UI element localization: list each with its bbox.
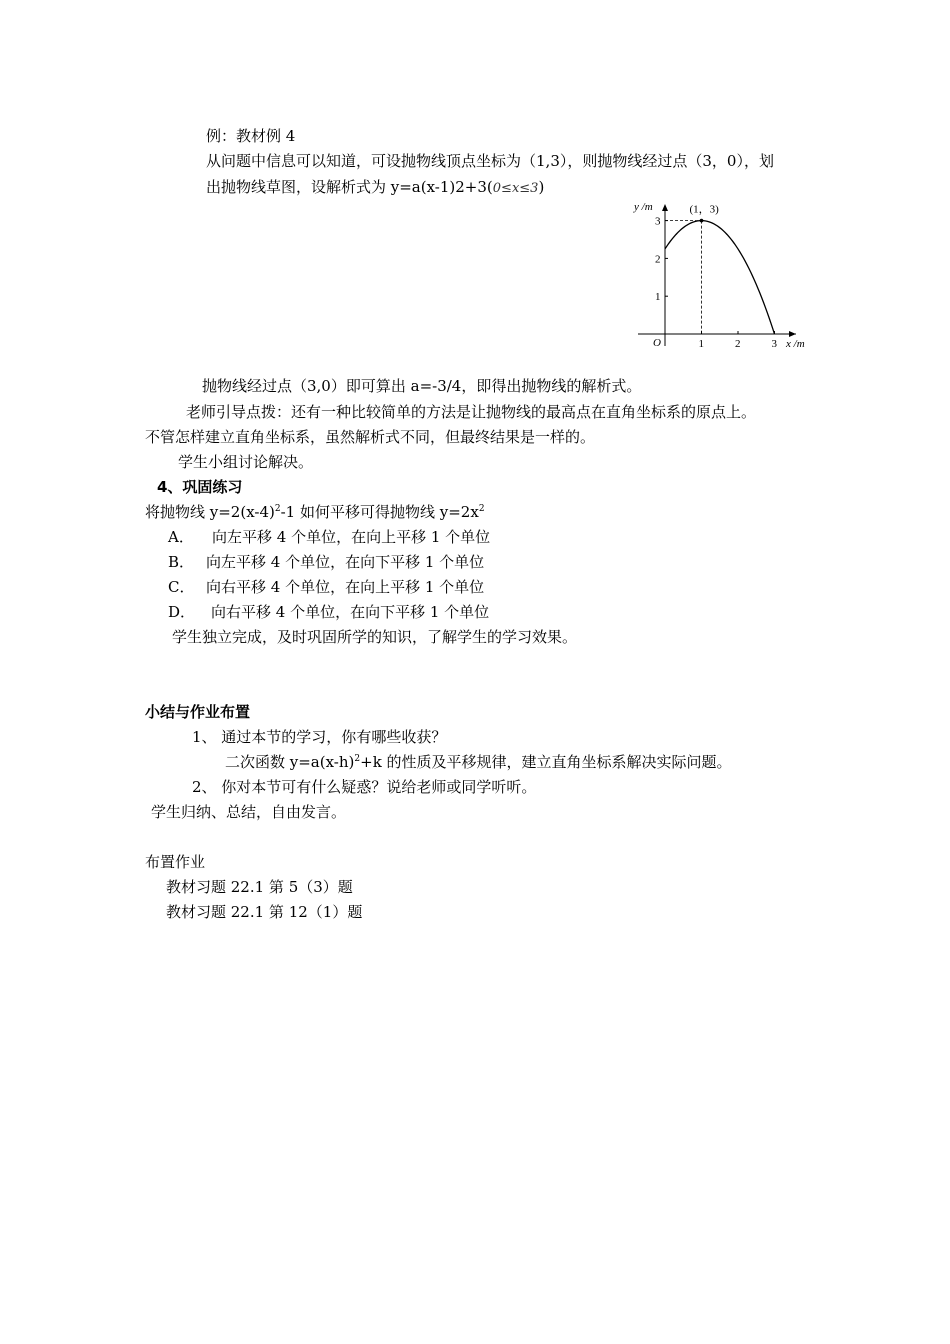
homework-item: 教材习题 22.1 第 5（3）题: [166, 878, 353, 896]
option-text: 向左平移 4 个单位，在向下平移 1 个单位: [206, 553, 485, 571]
superscript: 2: [354, 754, 361, 764]
solution-text: 抛物线经过点（3,0）即可算出 a=-3/4，即得出抛物线的解析式。: [202, 377, 642, 395]
y-axis-label: y /m: [634, 201, 653, 213]
practice-heading: 4、巩固练习: [157, 478, 243, 496]
option-letter: B．: [168, 553, 195, 571]
practice-question-part-2: -1 如何平移可得抛物线 y=2x: [280, 503, 479, 521]
parabola-graph: [628, 198, 813, 356]
option-text: 向右平移 4 个单位，在向下平移 1 个单位: [211, 603, 490, 621]
option-letter: D．: [168, 603, 196, 621]
example-line-2: [206, 177, 544, 199]
parabola-curve: [665, 221, 775, 334]
summary-answer-1-part-2: +k 的性质及平移规律，建立直角坐标系解决实际问题。: [360, 753, 732, 771]
x-tick-label: 1: [698, 338, 704, 350]
superscript: 2: [478, 504, 485, 514]
x-axis-label: x /m: [786, 338, 805, 350]
superscript: 2: [274, 504, 281, 514]
teacher-guide-line-2: 不管怎样建立直角坐标系，虽然解析式不同，但最终结果是一样的。: [145, 428, 596, 446]
homework-item: 教材习题 22.1 第 12（1）题: [166, 903, 363, 921]
example-line-1: 从问题中信息可以知道，可设抛物线顶点坐标为（1,3），则抛物线经过点（3，0），划: [206, 152, 774, 170]
graph-ticks: [655, 216, 778, 350]
summary-note: 学生归纳、总结，自由发言。: [151, 803, 347, 821]
practice-question-part-1: 将抛物线 y=2(x-4): [145, 503, 275, 521]
example-line-2-close: ): [538, 178, 545, 196]
vertex-guide-lines: [665, 221, 702, 334]
x-tick-label: 2: [735, 338, 741, 350]
option-d: [168, 602, 489, 622]
teacher-guide-line-1: 老师引导点拨：还有一种比较简单的方法是让抛物线的最高点在直角坐标系的原点上。: [186, 403, 757, 421]
example-title: 例：教材例 4: [206, 127, 296, 145]
option-text: 向右平移 4 个单位，在向上平移 1 个单位: [206, 578, 485, 596]
y-axis-arrow: [662, 204, 668, 211]
summary-answer-1-part-1: 二次函数 y=a(x-h): [225, 753, 355, 771]
option-c: [168, 577, 484, 597]
y-tick-label: 3: [655, 215, 661, 228]
domain-inequality: 0≤x≤3: [492, 181, 539, 196]
option-a: [168, 527, 490, 547]
vertex-point: [700, 219, 704, 223]
practice-note: 学生独立完成，及时巩固所学的知识，了解学生的学习效果。: [172, 628, 578, 646]
y-tick-label: 1: [655, 291, 661, 304]
origin-label: O: [653, 337, 661, 349]
option-letter: A．: [168, 528, 194, 546]
x-tick-label: 3: [771, 338, 777, 350]
practice-question: [145, 502, 485, 522]
option-b: [168, 552, 484, 572]
vertex-label: (1，3): [689, 203, 719, 216]
summary-heading: 小结与作业布置: [145, 703, 251, 721]
y-tick-label: 2: [655, 253, 661, 266]
option-letter: C．: [168, 578, 195, 596]
summary-answer-1: [225, 752, 732, 772]
summary-question-1: 1、 通过本节的学习，你有哪些收获？: [192, 728, 447, 746]
x-axis-arrow: [789, 331, 796, 337]
group-discussion: 学生小组讨论解决。: [178, 453, 314, 471]
homework-heading: 布置作业: [145, 853, 206, 871]
summary-question-2: 2、 你对本节可有什么疑惑？说给老师或同学听听。: [192, 778, 537, 796]
example-line-2-text: 出抛物线草图，设解析式为 y=a(x-1)2+3(: [206, 178, 493, 196]
option-text: 向左平移 4 个单位，在向上平移 1 个单位: [212, 528, 491, 546]
